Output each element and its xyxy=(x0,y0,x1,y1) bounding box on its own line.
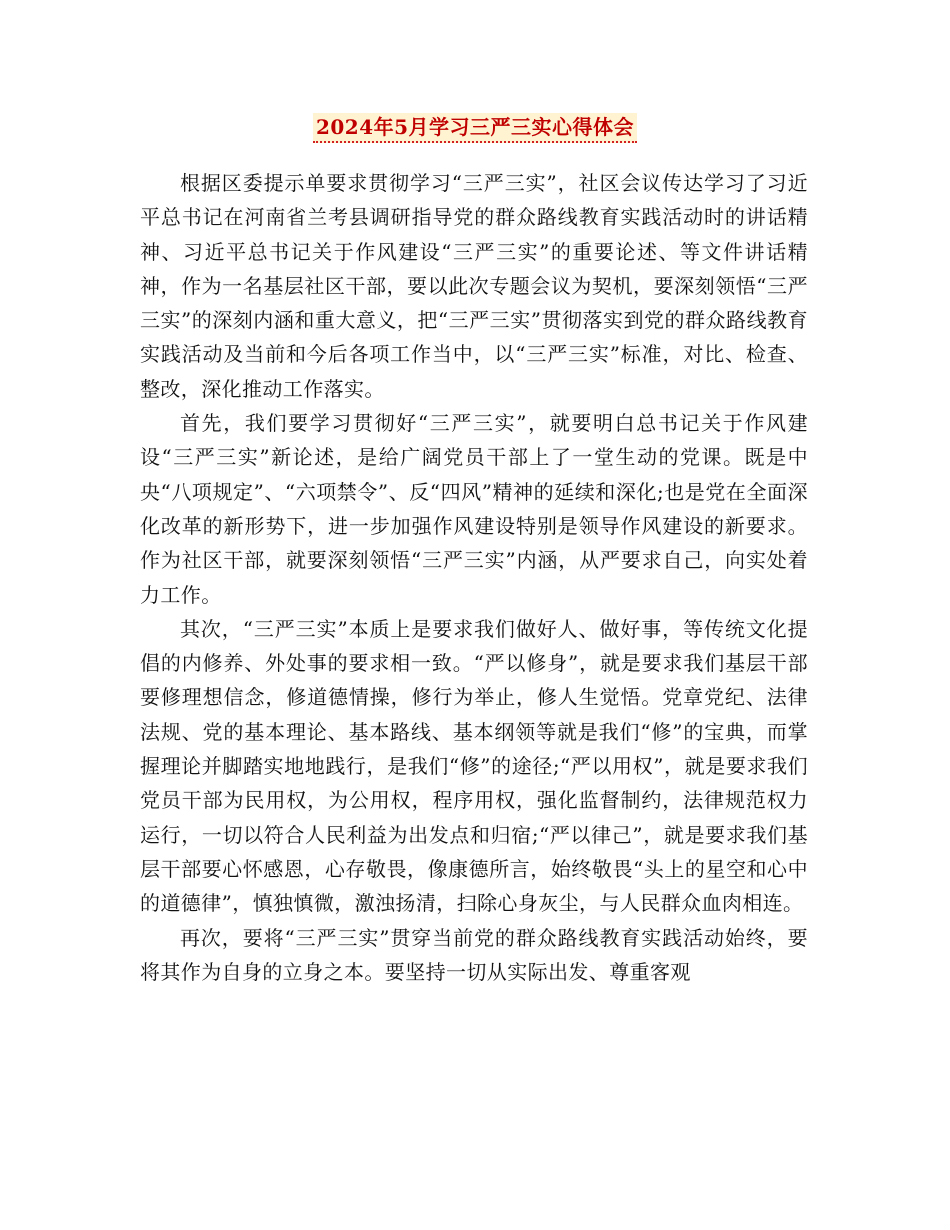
document-title: 2024年5月学习三严三实心得体会 xyxy=(313,113,637,143)
title-container xyxy=(0,113,950,143)
paragraph-4: 再次，要将“三严三实”贯穿当前党的群众路线教育实践活动始终，要将其作为自身的立身之本。要坚持一切从实际出发、尊重客观 xyxy=(140,925,808,984)
paragraph-1: 根据区委提示单要求贯彻学习“三严三实”，社区会议传达学习了习近平总书记在河南省兰考县调研指导党的群众路线教育实践活动时的讲话精神、习近平总书记关于作风建设“三严三实”的重要论述、等文件讲话精神，作为一名基层社区干部，要以此次专题会议为契机，要深刻领悟“三严三实”的深刻内涵和重大意义，把“三严三实”贯彻落实到党的群众路线教育实践活动及当前和今后各项工作当中，以“三严三实”标准，对比、检查、整改，深化推动工作落实。 xyxy=(140,171,808,401)
paragraph-3: 其次，“三严三实”本质上是要求我们做好人、做好事，等传统文化提倡的内修养、外处事的要求相一致。“严以修身”，就是要求我们基层干部要修理想信念，修道德情操，修行为举止，修人生觉悟。党章党纪、法律法规、党的基本理论、基本路线、基本纲领等就是我们“修”的宝典，而掌握理论并脚踏实地地践行，是我们“修”的途径;“严以用权”，就是要求我们党员干部为民用权，为公用权，程序用权，强化监督制约，法律规范权力运行，一切以符合人民利益为出发点和归宿;“严以律己”，就是要求我们基层干部要心怀感恩，心存敬畏，像康德所言，始终敬畏“头上的星空和心中的道德律”，慎独慎微，激浊扬清，扫除心身灰尘，与人民群众血肉相连。 xyxy=(140,616,808,916)
document-body xyxy=(140,166,808,989)
paragraph-2: 首先，我们要学习贯彻好“三严三实”，就要明白总书记关于作风建设“三严三实”新论述，是给广阔党员干部上了一堂生动的党课。既是中央“八项规定”、“六项禁令”、反“四风”精神的延续和深化;也是党在全面深化改革的新形势下，进一步加强作风建设特别是领导作风建设的新要求。作为社区干部，就要深刻领悟“三严三实”内涵，从严要求自己，向实处着力工作。 xyxy=(140,411,808,607)
